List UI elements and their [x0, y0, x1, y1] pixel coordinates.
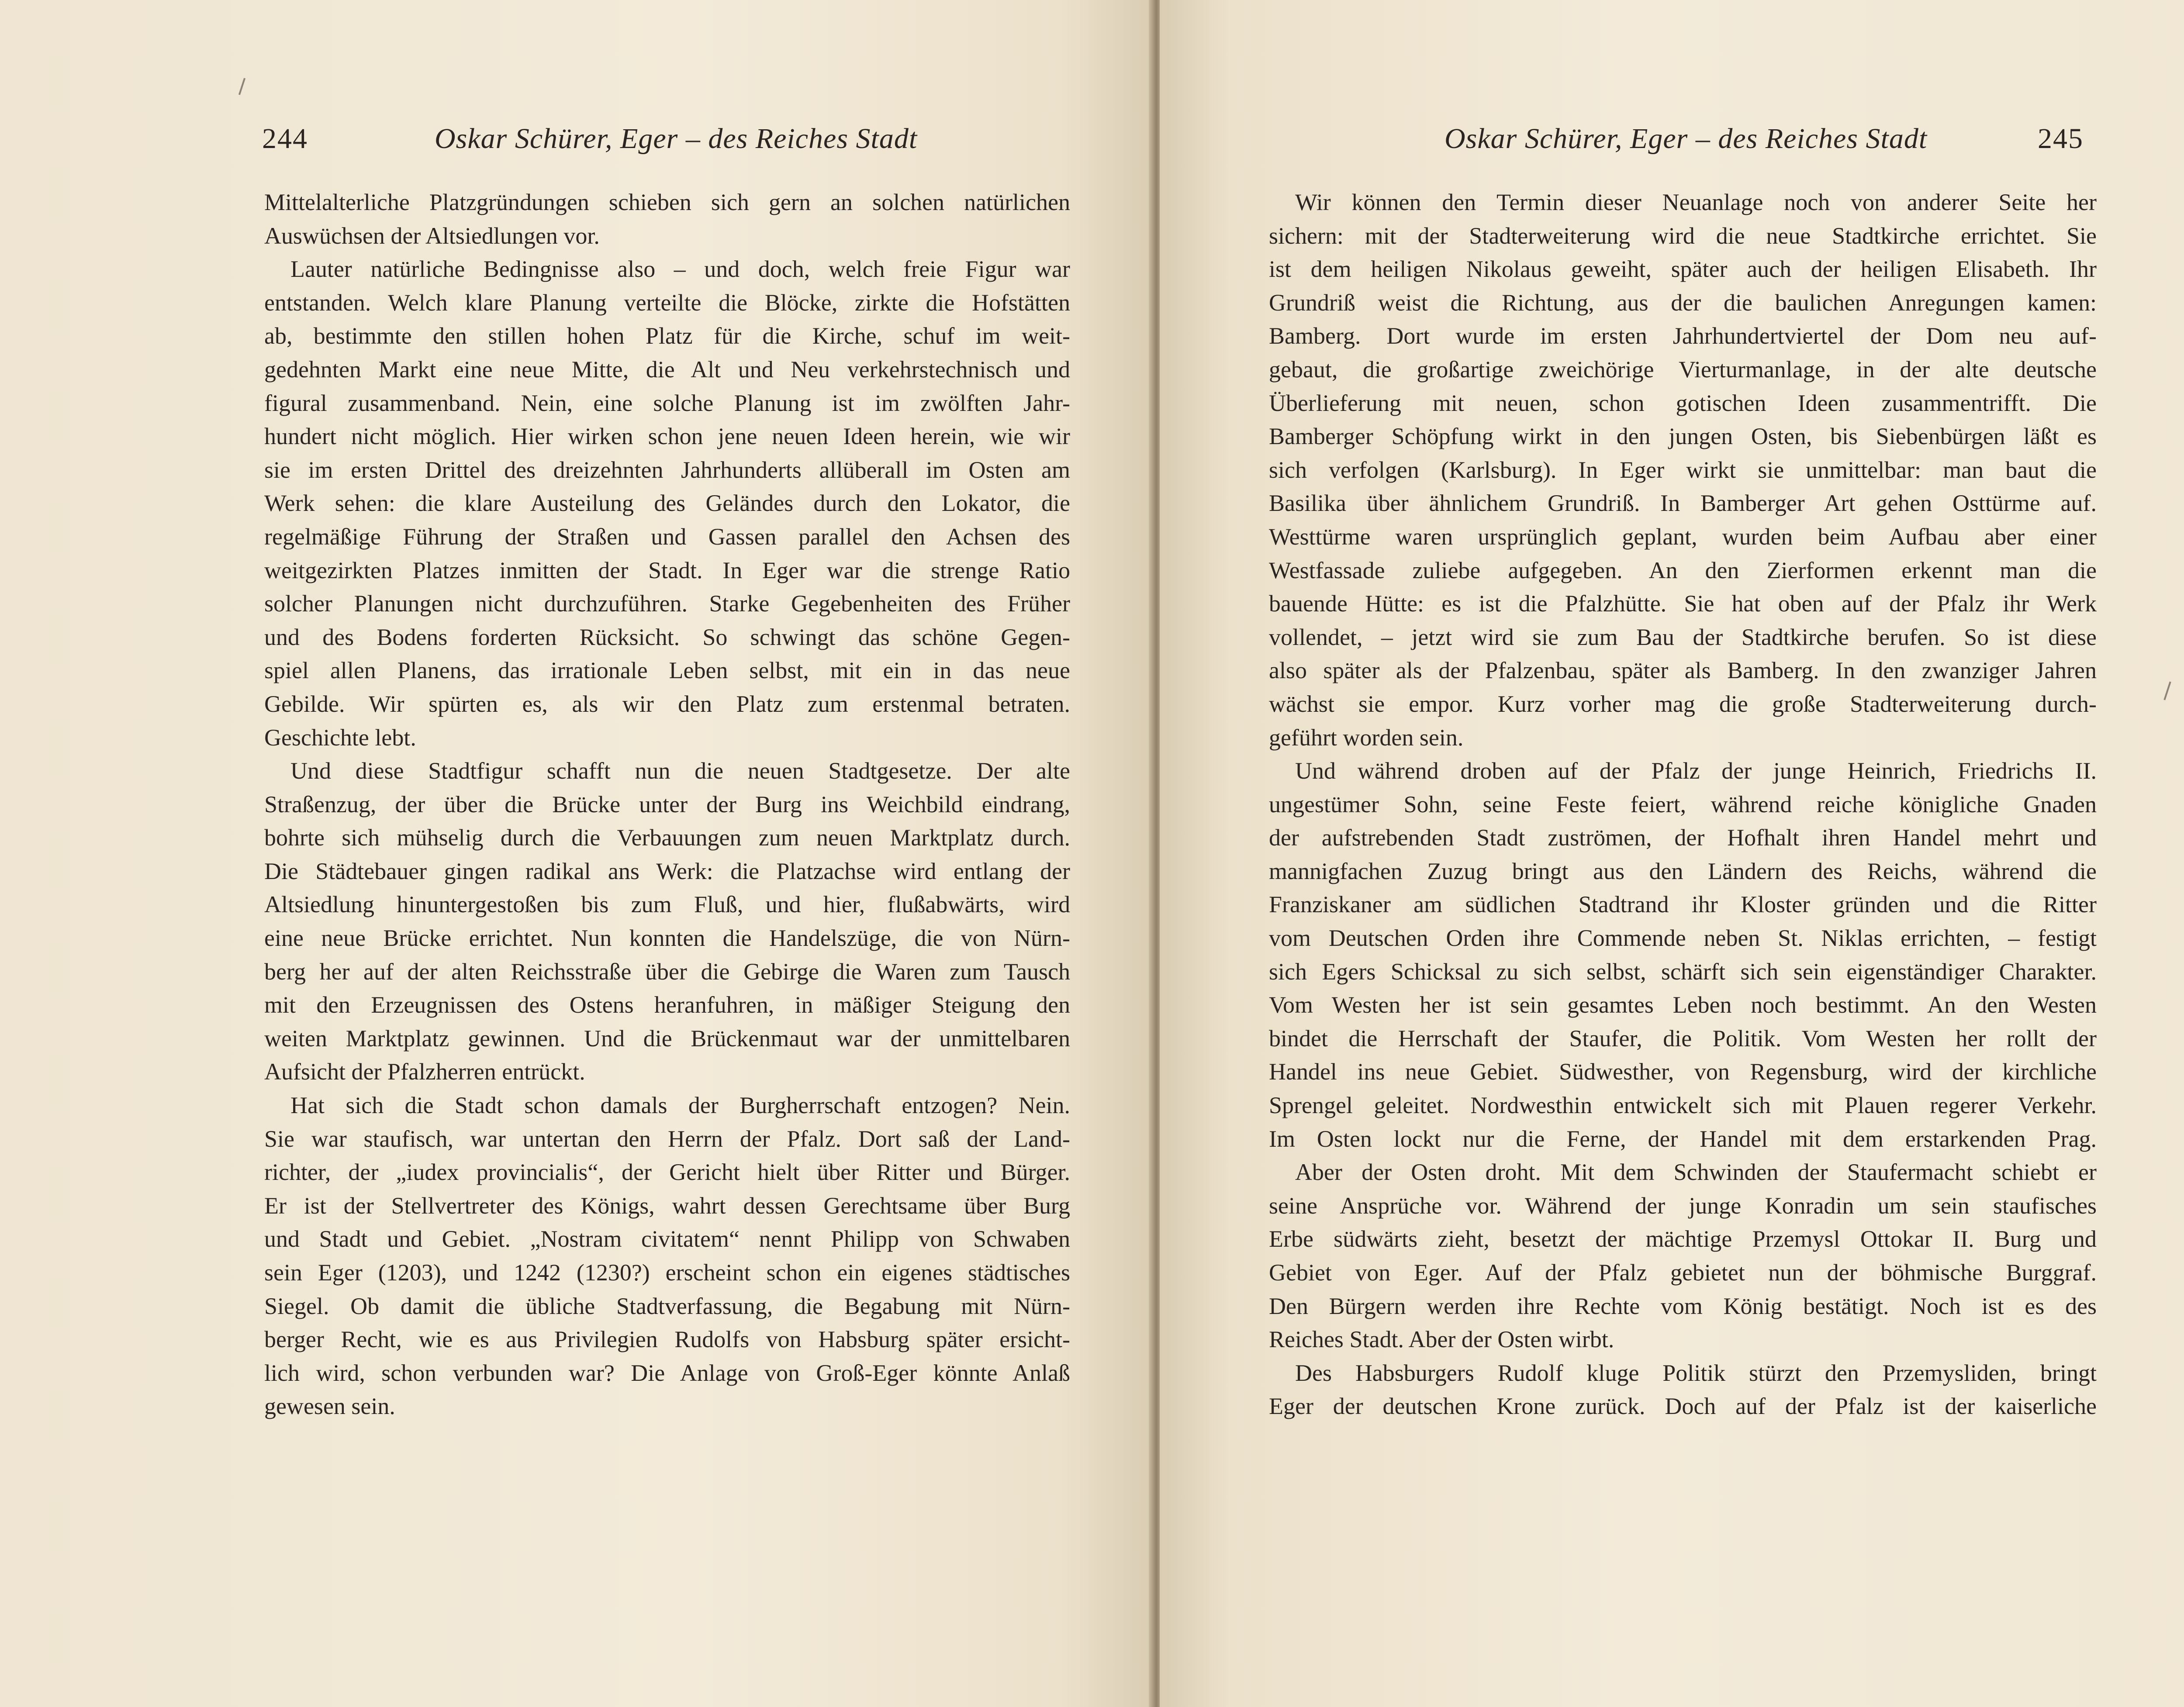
- text-line: vollendet, – jetzt wird sie zum Bau der Stadtkirche berufen. So ist diese: [1269, 624, 2097, 650]
- text-line: Den Bürgern werden ihre Rechte vom König bestätigt. Noch ist es des: [1269, 1293, 2097, 1319]
- text-line: Und diese Stadtfigur schafft nun die neuen Stadtgesetze. Der alte: [290, 758, 1070, 784]
- text-line: ist dem heiligen Nikolaus geweiht, später auch der heiligen Elisabeth. Ihr: [1269, 256, 2097, 283]
- text-line: solcher Planungen nicht durchzuführen. Starke Gegebenheiten des Früher: [264, 590, 1070, 617]
- text-line: Und während droben auf der Pfalz der junge Heinrich, Friedrichs II.: [1295, 758, 2097, 784]
- text-line: Wir können den Termin dieser Neuanlage noch von anderer Seite her: [1295, 189, 2097, 215]
- text-line: sich verfolgen (Karlsburg). In Eger wirkt sie unmittelbar: man baut die: [1269, 456, 2097, 483]
- text-line: bohrte sich mühselig durch die Verbauungen zum neuen Marktplatz durch.: [264, 824, 1070, 851]
- text-line: Lauter natürliche Bedingnisse also – und doch, welch freie Figur war: [290, 256, 1070, 283]
- text-line: sichern: mit der Stadterweiterung wird die neue Stadtkirche errichtet. Sie: [1269, 222, 2097, 249]
- right-body-text: [1269, 186, 2097, 1423]
- text-line: hundert nicht möglich. Hier wirken schon jene neuen Ideen herein, wie wir: [264, 423, 1070, 450]
- text-line: Gebiet von Eger. Auf der Pfalz gebietet nun der böhmische Burggraf.: [1269, 1259, 2097, 1286]
- text-line: gebaut, die großartige zweichörige Vierturmanlage, in der alte deutsche: [1269, 356, 2097, 383]
- text-line: Des Habsburgers Rudolf kluge Politik stürzt den Przemysliden, bringt: [1295, 1359, 2097, 1386]
- text-line: ab, bestimmte den stillen hohen Platz für die Kirche, schuf im weit-: [264, 323, 1070, 349]
- text-line: spiel allen Planens, das irrationale Leben selbst, mit ein in das neue: [264, 657, 1070, 684]
- text-line: Geschichte lebt.: [264, 724, 416, 751]
- pencil-mark: [238, 78, 245, 95]
- text-line: berger Recht, wie es aus Privilegien Rudolfs von Habsburg später ersicht-: [264, 1326, 1070, 1353]
- text-line: Aufsicht der Pfalzherren entrückt.: [264, 1059, 585, 1085]
- text-line: mannigfachen Zuzug bringt aus den Ländern des Reichs, während die: [1269, 858, 2097, 884]
- text-line: sich Egers Schicksal zu sich selbst, schärft sich sein eigenständiger Charakter.: [1269, 958, 2097, 985]
- text-line: Grundriß weist die Richtung, aus der die baulichen Anregungen kamen:: [1269, 289, 2097, 316]
- text-line: bauende Hütte: es ist die Pfalzhütte. Sie hat oben auf der Pfalz ihr Werk: [1269, 590, 2097, 617]
- text-line: Reiches Stadt. Aber der Osten wirbt.: [1269, 1326, 1614, 1353]
- text-line: seine Ansprüche vor. Während der junge Konradin um sein staufisches: [1269, 1192, 2097, 1219]
- text-line: also später als der Pfalzenbau, später als Bamberg. In den zwanziger Jahren: [1269, 657, 2097, 684]
- right-page-number: 245: [2038, 123, 2084, 155]
- text-line: Bamberger Schöpfung wirkt in den jungen Osten, bis Siebenbürgen läßt es: [1269, 423, 2097, 450]
- pencil-mark: [2163, 681, 2171, 700]
- text-line: Franziskaner am südlichen Stadtrand ihr Kloster gründen und die Ritter: [1269, 891, 2097, 918]
- text-line: richter, der „iudex provincialis“, der Gericht hielt über Ritter und Bürger.: [264, 1159, 1070, 1186]
- right-running-title: Oskar Schürer, Eger – des Reiches Stadt: [1444, 123, 1928, 155]
- text-line: Basilika über ähnlichem Grundriß. In Bamberger Art gehen Osttürme auf.: [1269, 490, 2097, 517]
- left-running-title: Oskar Schürer, Eger – des Reiches Stadt: [435, 123, 918, 155]
- text-line: Sprengel geleitet. Nordwesthin entwickelt sich mit Plauen regerer Verkehr.: [1269, 1092, 2097, 1119]
- text-line: gewesen sein.: [264, 1393, 395, 1420]
- left-body-text: [264, 186, 1070, 1423]
- text-line: der aufstrebenden Stadt zuströmen, der Hofhalt ihren Handel mehrt und: [1269, 824, 2097, 851]
- text-line: Werk sehen: die klare Austeilung des Geländes durch den Lokator, die: [264, 490, 1070, 517]
- text-line: lich wird, schon verbunden war? Die Anlage von Groß-Eger könnte Anlaß: [264, 1359, 1070, 1386]
- text-line: Siegel. Ob damit die übliche Stadtverfassung, die Begabung mit Nürn-: [264, 1293, 1070, 1319]
- text-line: Überlieferung mit neuen, schon gotischen Ideen zusammentrifft. Die: [1269, 390, 2097, 416]
- text-line: Gebilde. Wir spürten es, als wir den Platz zum erstenmal betraten.: [264, 690, 1070, 717]
- text-line: sie im ersten Drittel des dreizehnten Jahrhunderts allüberall im Osten am: [264, 456, 1070, 483]
- text-line: Vom Westen her ist sein gesamtes Leben noch bestimmt. An den Westen: [1269, 992, 2097, 1018]
- text-line: Aber der Osten droht. Mit dem Schwinden der Staufermacht schiebt er: [1295, 1159, 2097, 1186]
- text-line: und des Bodens forderten Rücksicht. So schwingt das schöne Gegen-: [264, 624, 1070, 650]
- text-line: eine neue Brücke errichtet. Nun konnten die Handelszüge, die von Nürn-: [264, 925, 1070, 952]
- text-line: Straßenzug, der über die Brücke unter der Burg ins Weichbild eindrang,: [264, 791, 1070, 817]
- text-line: Altsiedlung hinuntergestoßen bis zum Fluß, und hier, flußabwärts, wird: [264, 891, 1070, 918]
- text-line: figural zusammenband. Nein, eine solche Planung ist im zwölften Jahr-: [264, 390, 1070, 416]
- text-line: bindet die Herrschaft der Staufer, die Politik. Vom Westen her rollt der: [1269, 1025, 2097, 1052]
- text-line: Er ist der Stellvertreter des Königs, wahrt dessen Gerechtsame über Burg: [264, 1192, 1070, 1219]
- text-line: entstanden. Welch klare Planung verteilte die Blöcke, zirkte die Hofstätten: [264, 289, 1070, 316]
- text-line: sein Eger (1203), und 1242 (1230?) erscheint schon ein eigenes städtisches: [264, 1259, 1070, 1286]
- left-page-number: 244: [262, 123, 308, 155]
- text-line: ungestümer Sohn, seine Feste feiert, während reiche königliche Gnaden: [1269, 791, 2097, 817]
- text-line: wächst sie empor. Kurz vorher mag die große Stadterweiterung durch-: [1269, 690, 2097, 717]
- text-line: mit den Erzeugnissen des Ostens heranfuhren, in mäßiger Steigung den: [264, 992, 1070, 1018]
- text-line: gedehnten Markt eine neue Mitte, die Alt und Neu verkehrstechnisch und: [264, 356, 1070, 383]
- text-line: Westtürme waren ursprünglich geplant, wurden beim Aufbau aber einer: [1269, 523, 2097, 550]
- text-line: weiten Marktplatz gewinnen. Und die Brückenmaut war der unmittelbaren: [264, 1025, 1070, 1052]
- text-line: Sie war staufisch, war untertan den Herrn der Pfalz. Dort saß der Land-: [264, 1125, 1070, 1152]
- text-line: Westfassade zuliebe aufgegeben. An den Zierformen erkennt man die: [1269, 557, 2097, 583]
- text-line: Bamberg. Dort wurde im ersten Jahrhundertviertel der Dom neu auf-: [1269, 323, 2097, 349]
- text-line: und Stadt und Gebiet. „Nostram civitatem“ nennt Philipp von Schwaben: [264, 1226, 1070, 1252]
- text-line: Die Städtebauer gingen radikal ans Werk: die Platzachse wird entlang der: [264, 858, 1070, 884]
- text-line: Auswüchsen der Altsiedlungen vor.: [264, 222, 600, 249]
- text-line: Im Osten lockt nur die Ferne, der Handel mit dem erstarkenden Prag.: [1269, 1125, 2097, 1152]
- text-line: Handel ins neue Gebiet. Südwesther, von Regensburg, wird der kirchliche: [1269, 1059, 2097, 1085]
- text-line: Mittelalterliche Platzgründungen schieben sich gern an solchen natürlichen: [264, 189, 1070, 215]
- text-line: Eger der deutschen Krone zurück. Doch auf der Pfalz ist der kaiserliche: [1269, 1393, 2097, 1420]
- text-line: Hat sich die Stadt schon damals der Burgherrschaft entzogen? Nein.: [290, 1092, 1070, 1119]
- text-line: vom Deutschen Orden ihre Commende neben St. Niklas errichten, – festigt: [1269, 925, 2097, 952]
- text-line: Erbe südwärts zieht, besetzt der mächtige Przemysl Ottokar II. Burg und: [1269, 1226, 2097, 1252]
- text-line: berg her auf der alten Reichsstraße über die Gebirge die Waren zum Tausch: [264, 958, 1070, 985]
- text-line: weitgezirkten Platzes inmitten der Stadt. In Eger war die strenge Ratio: [264, 557, 1070, 583]
- right-page: [1160, 0, 2184, 1707]
- text-line: regelmäßige Führung der Straßen und Gassen parallel den Achsen des: [264, 523, 1070, 550]
- text-line: geführt worden sein.: [1269, 724, 1464, 751]
